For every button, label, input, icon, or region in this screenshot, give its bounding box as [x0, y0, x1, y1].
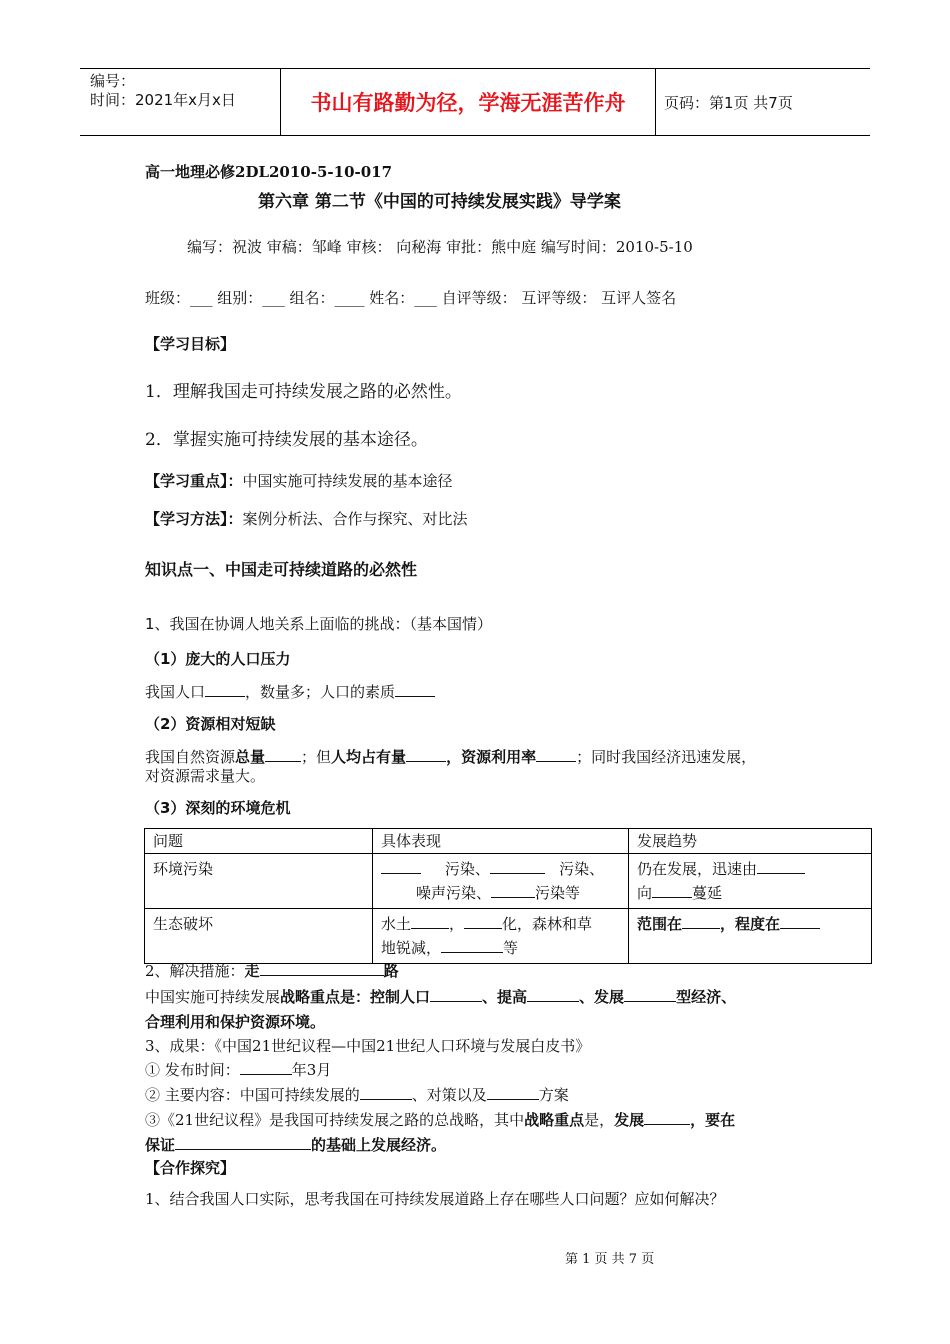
result-item — [145, 1134, 446, 1155]
problem-cell: 环境污染 — [145, 854, 373, 909]
doc-time-label: 时间：2021年x月x日 — [90, 91, 236, 109]
header-page-cell — [656, 69, 870, 135]
objective-item: 1．理解我国走可持续发展之路的必然性。 — [145, 382, 462, 402]
cell-text: 污染、 — [444, 860, 490, 878]
objective-item: 2．掌握实施可持续发展的基本途径。 — [145, 430, 428, 450]
blank — [411, 913, 449, 929]
cell-text: 等 — [503, 939, 519, 957]
cell-text: ， — [449, 915, 465, 933]
table-header-cell: 问题 — [145, 829, 373, 854]
cell-text: 污染、 — [559, 860, 605, 878]
section1-heading: 知识点一、中国走可持续道路的必然性 — [145, 560, 418, 579]
focus-line — [145, 470, 453, 491]
strategy-line — [145, 986, 736, 1007]
header-page-info: 页码：第1页 共7页 — [664, 93, 793, 112]
sub2-heading: （2）资源相对短缺 — [145, 715, 276, 733]
result-text: 年3月 — [291, 1061, 332, 1079]
trend-cell — [629, 854, 872, 909]
sub2-text-a: 我国自然资源 — [145, 748, 236, 766]
sub2-text-b: ；但 — [301, 748, 332, 766]
table-header-cell: 发展趋势 — [629, 829, 872, 854]
blank — [491, 882, 535, 898]
document-header — [80, 68, 870, 136]
cooperation-heading: 【合作探究】 — [145, 1159, 236, 1177]
focus-label: 【学习重点】： — [145, 472, 243, 490]
strategy-text: 型经济、 — [676, 988, 737, 1006]
environment-table — [144, 828, 872, 964]
blank — [490, 858, 545, 874]
sub2-bold-b: 人均占有量 — [331, 748, 407, 766]
trend-cell — [629, 909, 872, 964]
result-text: 方案 — [538, 1086, 569, 1104]
sub1-heading: （1）庞大的人口压力 — [145, 650, 291, 668]
result-text: 战略重点 — [524, 1111, 585, 1129]
blank — [441, 937, 503, 953]
result-text: ③《21世纪议程》是我国可持续发展之路的总战略，其中 — [145, 1111, 525, 1129]
cell-text: 水土 — [381, 915, 412, 933]
page-footer: 第 1 页 共 7 页 — [565, 1252, 655, 1267]
sub2-bold-c: ，资源利用率 — [446, 748, 537, 766]
blank — [265, 746, 301, 762]
sub3-heading: （3）深刻的环境危机 — [145, 799, 291, 817]
table-header-row — [145, 829, 872, 854]
manifestation-cell — [373, 854, 629, 909]
result-text: ，要在 — [690, 1111, 736, 1129]
blank — [381, 858, 421, 874]
q2-text: 走 — [244, 962, 260, 980]
sub2-text-c: ；同时我国经济迅速发展， — [576, 748, 757, 766]
blank — [260, 960, 384, 976]
method-line — [145, 508, 468, 529]
blank — [527, 986, 579, 1002]
cooperation-q1: 1、结合我国人口实际，思考我国在可持续发展道路上存在哪些人口问题？应如何解决？ — [145, 1190, 725, 1208]
blank — [430, 986, 482, 1002]
blank — [360, 1084, 412, 1100]
blank — [624, 986, 676, 1002]
credits-line: 编写：祝波 审稿：邹峰 审核： 向秘海 审批：熊中庭 编写时间：2010-5-10 — [187, 238, 693, 256]
blank — [780, 913, 820, 929]
blank — [395, 681, 435, 697]
result-text: 保证 — [145, 1136, 176, 1154]
sub2-text — [145, 746, 756, 767]
focus-text: 中国实施可持续发展的基本途径 — [242, 472, 453, 490]
cell-text: 噪声污染、 — [416, 884, 492, 902]
sub2-bold-a: 总量 — [235, 748, 266, 766]
result-text: 的基础上发展经济。 — [311, 1136, 447, 1154]
cell-text: 蔓延 — [692, 884, 723, 902]
manifestation-cell — [373, 909, 629, 964]
strategy-line-2: 合理利用和保护资源环境。 — [145, 1013, 326, 1031]
method-text: 案例分析法、合作与探究、对比法 — [242, 510, 468, 528]
cell-text: 仍在发展，迅速由 — [637, 860, 758, 878]
result-item — [145, 1059, 331, 1080]
blank — [240, 1059, 292, 1075]
course-code: 高一地理必修2DL2010-5-10-017 — [145, 163, 393, 181]
student-fields: 班级：___ 组别：___ 组名：____ 姓名：___ 自评等级： 互评等级： 互评人签名 — [145, 289, 677, 307]
blank — [464, 913, 502, 929]
strategy-text: 战略重点是：控制人口 — [280, 988, 431, 1006]
sub1-text-a: 我国人口 — [145, 683, 206, 701]
blank — [205, 681, 245, 697]
table-header-cell: 具体表现 — [373, 829, 629, 854]
table-row — [145, 854, 872, 909]
result-text: 是， — [584, 1111, 615, 1129]
strategy-text: 、发展 — [579, 988, 625, 1006]
blank — [487, 1084, 539, 1100]
result-text: 、对策以及 — [411, 1086, 487, 1104]
doc-number-label: 编号： — [90, 72, 136, 90]
result-text: ① 发布时间： — [145, 1061, 240, 1079]
blank — [406, 746, 446, 762]
solutions-q2 — [145, 960, 399, 981]
q2-text: 2、解决措施： — [145, 962, 245, 980]
section1-q1: 1、我国在协调人地关系上面临的挑战：（基本国情） — [145, 615, 493, 633]
objectives-heading: 【学习目标】 — [145, 335, 236, 353]
cell-text: 化，森林和草 — [502, 915, 593, 933]
blank — [757, 858, 805, 874]
table-row — [145, 909, 872, 964]
blank — [175, 1134, 311, 1150]
blank — [652, 882, 692, 898]
result-text: ② 主要内容：中国可持续发展的 — [145, 1086, 360, 1104]
results-heading: 3、成果：《中国21世纪议程—中国21世纪人口环境与发展白皮书》 — [145, 1037, 591, 1055]
method-label: 【学习方法】： — [145, 510, 243, 528]
result-item — [145, 1109, 735, 1130]
result-item — [145, 1084, 569, 1105]
cell-text: 范围在 — [637, 915, 683, 933]
cell-text: 向 — [637, 884, 653, 902]
cell-text: ，程度在 — [720, 915, 781, 933]
result-text: 发展 — [614, 1111, 645, 1129]
blank — [644, 1109, 690, 1125]
strategy-text: 、提高 — [482, 988, 528, 1006]
strategy-text: 中国实施可持续发展 — [145, 988, 281, 1006]
q2-text: 路 — [383, 962, 399, 980]
blank — [536, 746, 576, 762]
problem-cell: 生态破坏 — [145, 909, 373, 964]
sub1-text — [145, 681, 435, 702]
sub1-text-b: ，数量多；人口的素质 — [245, 683, 396, 701]
page-title: 第六章 第二节《中国的可持续发展实践》导学案 — [258, 192, 621, 212]
cell-text: 地锐减， — [381, 939, 442, 957]
header-meta — [80, 69, 280, 135]
motto-text: 书山有路勤为径，学海无涯苦作舟 — [310, 91, 626, 115]
cell-text: 污染等 — [535, 884, 581, 902]
sub2-text-d: 对资源需求量大。 — [145, 767, 266, 785]
blank — [682, 913, 720, 929]
header-motto-cell — [280, 69, 656, 135]
